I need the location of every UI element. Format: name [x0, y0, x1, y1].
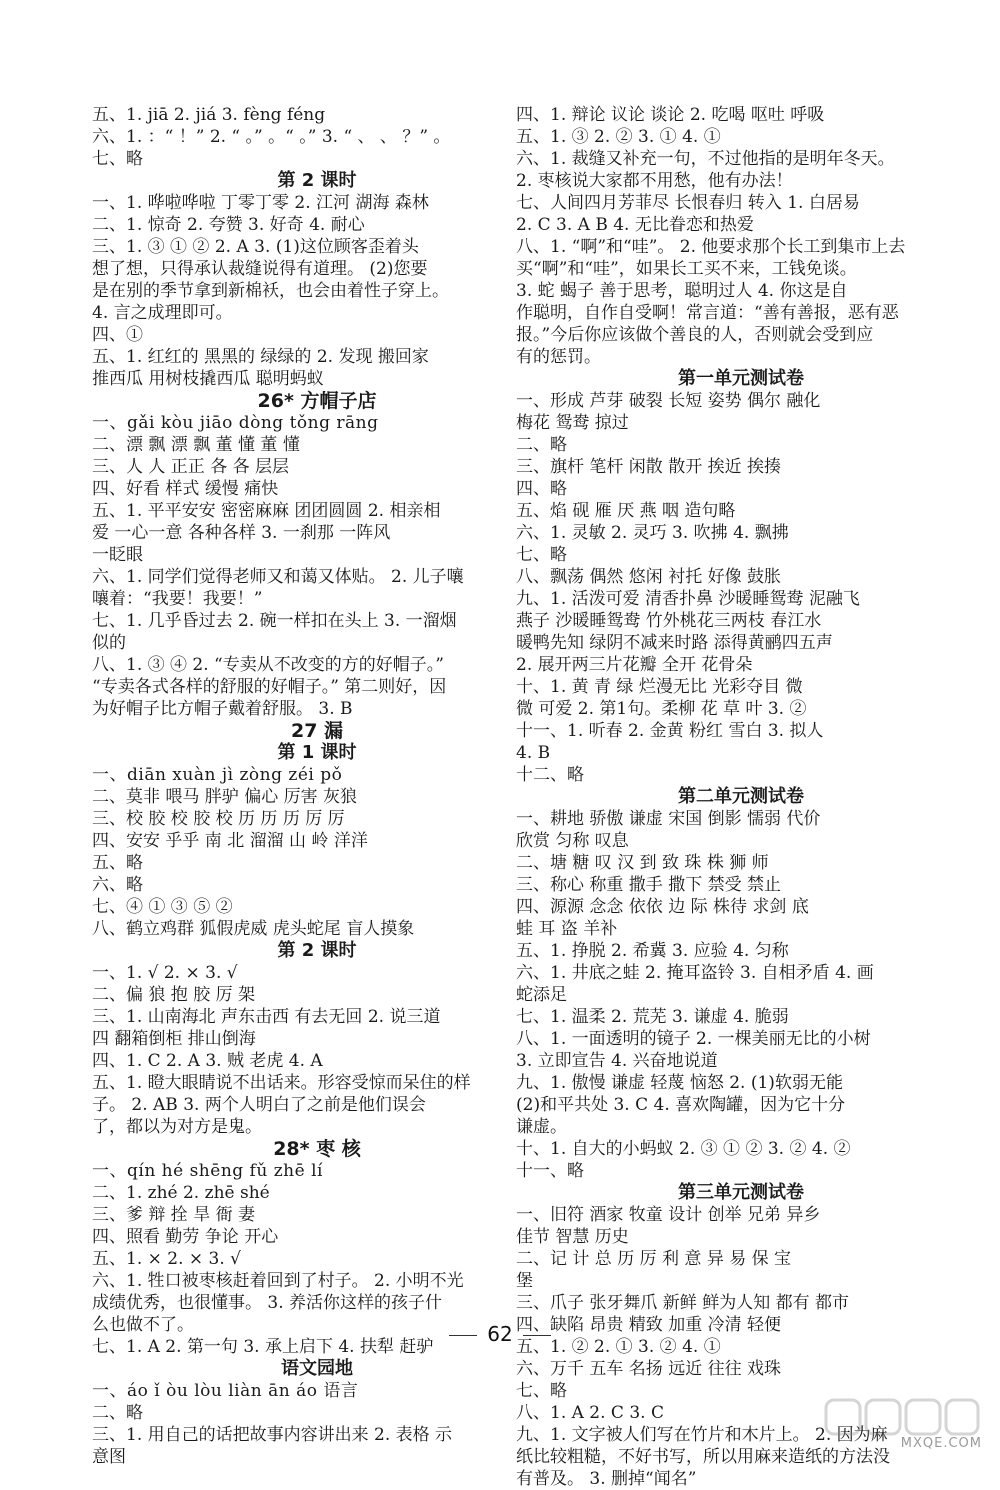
answer-line: 微 可爱 2. 第1句。柔柳 花 草 叶 3. ② — [516, 699, 807, 719]
answer-line: 七、人间四月芳菲尽 长恨春归 转入 1. 白居易 — [516, 193, 860, 213]
section-heading: 语文园地 — [281, 1358, 353, 1379]
answer-line: 六、万千 五车 名扬 远近 往往 戏珠 — [516, 1359, 782, 1379]
answer-line: 三、爹 辩 拴 旱 衙 妻 — [92, 1205, 256, 1225]
answer-line: 一、形成 芦芽 破裂 长短 姿势 偶尔 融化 — [516, 391, 821, 411]
page-number-text: 62 — [487, 1322, 513, 1346]
answer-line: 蛙 耳 盗 羊补 — [516, 919, 618, 939]
answer-line: 五、1. × 2. × 3. √ — [92, 1249, 241, 1269]
answer-line: 五、1. 平平安安 密密麻麻 团团圆圆 2. 相亲相 — [92, 501, 441, 521]
answer-line: 嚷着：“我要！我要！” — [92, 589, 263, 609]
answer-line: 子。 2. AB 3. 两个人明白了之前是他们误会 — [92, 1095, 426, 1115]
section-heading: 第一单元测试卷 — [678, 368, 804, 389]
answer-line: 六、1. 裁缝又补充一句，不过他指的是明年冬天。 — [516, 149, 895, 169]
answer-line: 3. 立即宣告 4. 兴奋地说道 — [516, 1051, 718, 1071]
answer-line: 一、qín hé shēng fǔ zhē lí — [92, 1161, 323, 1181]
answer-line: 一、1. √ 2. × 3. √ — [92, 963, 238, 983]
answer-line: 四、1. C 2. A 3. 贼 老虎 4. A — [92, 1051, 323, 1071]
answer-line: 欣赏 匀称 叹息 — [516, 831, 629, 851]
answer-line: 是在别的季节拿到新棉袄，也会由着性子穿上。 — [92, 281, 449, 301]
answer-line: 五、1. ③ 2. ② 3. ① 4. ① — [516, 127, 721, 147]
answer-line: 么也做不了。 — [92, 1315, 194, 1335]
answer-line: 六、1. 牲口被枣核赶着回到了村子。 2. 小明不光 — [92, 1271, 464, 1291]
page-number-dash — [523, 1335, 551, 1336]
answer-line: 三、爪子 张牙舞爪 新鲜 鲜为人知 都有 都市 — [516, 1293, 850, 1313]
answer-line: 一、gǎi kòu jiāo dòng tǒng rāng — [92, 413, 379, 433]
answer-line: 4. B — [516, 743, 551, 763]
answer-line: 八、1. 一面透明的镜子 2. 一棵美丽无比的小树 — [516, 1029, 871, 1049]
answer-line: 一、1. 哗啦哗啦 丁零丁零 2. 江河 湖海 森林 — [92, 193, 429, 213]
answer-line: 八、1. A 2. C 3. C — [516, 1403, 664, 1423]
answer-line: 三、旗杆 笔杆 闲散 散开 挨近 挨揍 — [516, 457, 782, 477]
answer-line: 五、1. ② 2. ① 3. ② 4. ① — [516, 1337, 721, 1357]
answer-line: 七、1. 温柔 2. 荒芜 3. 谦虚 4. 脆弱 — [516, 1007, 789, 1027]
answer-line: 谦虚。 — [516, 1117, 567, 1137]
answer-line: 四、源源 念念 依依 边 际 株待 求剑 底 — [516, 897, 809, 917]
answer-line: 三、1. 用自己的话把故事内容讲出来 2. 表格 示 — [92, 1425, 453, 1445]
section-heading: 第 2 课时 — [277, 940, 357, 961]
answer-line: 五、1. jiā 2. jiá 3. fèng féng — [92, 105, 326, 125]
answer-line: 2. C 3. A B 4. 无比眷恋和热爱 — [516, 215, 754, 235]
answer-line: 四、安安 乎乎 南 北 溜溜 山 岭 洋洋 — [92, 831, 368, 851]
page-number — [0, 1322, 1000, 1346]
section-heading: 第二单元测试卷 — [678, 786, 804, 807]
answer-line: 为好帽子比方帽子戴着舒服。 3. B — [92, 699, 353, 719]
answer-line: 十二、略 — [516, 765, 584, 785]
answer-line: 十一、略 — [516, 1161, 584, 1181]
answer-line: 买“啊”和“哇”，如果长工买不来，工钱免谈。 — [516, 259, 857, 279]
answer-line: 一、diān xuàn jì zòng zéi pǒ — [92, 765, 343, 785]
answer-line: 一、旧符 酒家 牧童 设计 创举 兄弟 异乡 — [516, 1205, 821, 1225]
answer-line: 五、1. 红红的 黑黑的 绿绿的 2. 发现 搬回家 — [92, 347, 429, 367]
answer-line: 六、1. 同学们觉得老师又和蔼又体贴。 2. 儿子嚷 — [92, 567, 464, 587]
answer-line: 二、略 — [516, 435, 567, 455]
answer-line: 四、照看 勤劳 争论 开心 — [92, 1227, 279, 1247]
answer-line: 报。”今后你应该做个善良的人，否则就会受到应 — [516, 325, 874, 345]
answer-line: 三、校 胶 校 胶 校 历 历 历 厉 厉 — [92, 809, 345, 829]
answer-line: 五、1. 挣脱 2. 希冀 3. 应验 4. 匀称 — [516, 941, 789, 961]
answer-line: 了，都以为对方是鬼。 — [92, 1117, 262, 1137]
watermark-text: MXQE.COM — [900, 1436, 982, 1451]
answer-line: 二、1. 惊奇 2. 夸赞 3. 好奇 4. 耐心 — [92, 215, 365, 235]
answer-line: “专卖各式各样的舒服的好帽子。” 第二则好，因 — [92, 677, 447, 697]
answer-line: 有的惩罚。 — [516, 347, 601, 367]
answer-line: 推西瓜 用树枝撬西瓜 聪明蚂蚁 — [92, 369, 324, 389]
answer-line: 三、1. 山南海北 声东击西 有去无回 2. 说三道 — [92, 1007, 441, 1027]
answer-line: 四 翻箱倒柜 排山倒海 — [92, 1029, 256, 1049]
answer-line: 七、略 — [516, 1381, 567, 1401]
answer-line: 三、称心 称重 撒手 撒下 禁受 禁止 — [516, 875, 782, 895]
answer-line: 似的 — [92, 633, 126, 653]
answer-line: 梅花 鸳鸯 掠过 — [516, 413, 629, 433]
answer-line: 3. 蛇 蝎子 善于思考，聪明过人 4. 你这是自 — [516, 281, 848, 301]
answer-line: 爱 一心一意 各种各样 3. 一刹那 一阵风 — [92, 523, 391, 543]
answer-line: 二、漂 飘 漂 飘 董 懂 董 懂 — [92, 435, 300, 455]
answer-line: 十一、1. 听春 2. 金黄 粉红 雪白 3. 拟人 — [516, 721, 824, 741]
answer-line: (2)和平共处 3. C 4. 喜欢陶罐，因为它十分 — [516, 1095, 846, 1115]
answer-column-right — [516, 104, 966, 1490]
answer-line: 二、记 计 总 历 厉 利 意 异 易 保 宝 — [516, 1249, 792, 1269]
answer-line: 纸比较粗糙，不好书写，所以用麻来造纸的方法没 — [516, 1447, 890, 1467]
answer-line: 八、飘荡 偶然 悠闲 衬托 好像 鼓胀 — [516, 567, 782, 587]
section-heading: 第 1 课时 — [277, 742, 357, 763]
answer-line: 九、1. 傲慢 谦虚 轻蔑 恼怒 2. (1)软弱无能 — [516, 1073, 843, 1093]
answer-line: 六、1. 井底之蛙 2. 掩耳盗铃 3. 自相矛盾 4. 画 — [516, 963, 874, 983]
answer-line: 七、1. A 2. 第一句 3. 承上启下 4. 扶犁 赶驴 — [92, 1337, 434, 1357]
answer-line: 作聪明，自作自受啊！常言道：“善有善报，恶有恶 — [516, 303, 899, 323]
answer-line: 成绩优秀，也很懂事。 3. 养活你这样的孩子什 — [92, 1293, 443, 1313]
answer-line: 十、1. 黄 青 绿 烂漫无比 光彩夺目 微 — [516, 677, 803, 697]
answer-line: 有普及。 3. 删掉“闻名” — [516, 1469, 697, 1489]
section-heading: 28* 枣 核 — [273, 1138, 361, 1160]
page-number-dash — [449, 1335, 477, 1336]
answer-line: 一眨眼 — [92, 545, 143, 565]
answer-line: 六、1. 灵敏 2. 灵巧 3. 吹拂 4. 飘拂 — [516, 523, 789, 543]
answer-line: 意图 — [92, 1447, 126, 1467]
answer-line: 燕子 沙暖睡鸳鸯 竹外桃花三两枝 春江水 — [516, 611, 822, 631]
answer-line: 五、1. 瞪大眼睛说不出话来。形容受惊而呆住的样 — [92, 1073, 471, 1093]
answer-line: 四、1. 辩论 议论 谈论 2. 吃喝 呕吐 呼吸 — [516, 105, 825, 125]
answer-line: 五、焰 砚 雁 厌 燕 咽 造句略 — [516, 501, 736, 521]
answer-line: 2. 展开两三片花瓣 全开 花骨朵 — [516, 655, 753, 675]
section-heading: 26* 方帽子店 — [257, 390, 377, 412]
answer-line: 堡 — [516, 1271, 533, 1291]
answer-line: 八、1. “啊”和“哇”。 2. 他要求那个长工到集市上去 — [516, 237, 906, 257]
answer-line: 四、略 — [516, 479, 567, 499]
answer-line: 六、1. ：“ ！” 2. “ 。” 。“ 。” 3. “ 、 、 ？” 。 — [92, 127, 451, 147]
answer-line: 三、1. ③ ① ② 2. A 3. (1)这位顾客歪着头 — [92, 237, 419, 257]
answer-line: 七、略 — [92, 149, 143, 169]
answer-line: 七、④ ① ③ ⑤ ② — [92, 897, 233, 917]
answer-line: 2. 枣核说大家都不用愁，他有办法！ — [516, 171, 793, 191]
answer-line: 五、略 — [92, 853, 143, 873]
answer-line: 四、好看 样式 缓慢 痛快 — [92, 479, 279, 499]
answer-line: 四、① — [92, 325, 143, 345]
answer-line: 想了想，只得承认裁缝说得有道理。 (2)您要 — [92, 259, 428, 279]
answer-line: 九、1. 文字被人们写在竹片和木片上。 2. 因为麻 — [516, 1425, 888, 1445]
answer-line: 二、偏 狼 抱 胶 厉 架 — [92, 985, 256, 1005]
answer-line: 七、略 — [516, 545, 567, 565]
answer-line: 三、人 人 正正 各 各 层层 — [92, 457, 290, 477]
answer-line: 二、莫非 喂马 胖驴 偏心 厉害 灰狼 — [92, 787, 358, 807]
answer-line: 四、缺陷 昂贵 精致 加重 冷清 轻便 — [516, 1315, 782, 1335]
answer-line: 十、1. 自大的小蚂蚁 2. ③ ① ② 3. ② 4. ② — [516, 1139, 851, 1159]
answer-line: 二、略 — [92, 1403, 143, 1423]
answer-line: 九、1. 活泼可爱 清香扑鼻 沙暖睡鸳鸯 泥融飞 — [516, 589, 860, 609]
answer-line: 七、1. 几乎昏过去 2. 碗一样扣在头上 3. 一溜烟 — [92, 611, 457, 631]
section-heading: 27 漏 — [290, 720, 344, 742]
answer-line: 八、鹤立鸡群 狐假虎威 虎头蛇尾 盲人摸象 — [92, 919, 415, 939]
answer-line: 八、1. ③ ④ 2. “专卖从不改变的方的好帽子。” — [92, 655, 444, 675]
answer-line: 蛇添足 — [516, 985, 567, 1005]
answer-line: 二、1. zhé 2. zhē shé — [92, 1183, 270, 1203]
answer-line: 佳节 智慧 历史 — [516, 1227, 629, 1247]
answer-line: 一、áo ǐ òu lòu liàn ān áo 语言 — [92, 1381, 359, 1401]
answer-line: 4. 言之成理即可。 — [92, 303, 233, 323]
answer-column-left — [92, 104, 542, 1468]
section-heading: 第 2 课时 — [277, 170, 357, 191]
answer-line: 六、略 — [92, 875, 143, 895]
answer-line: 一、耕地 骄傲 谦虚 宋国 倒影 懦弱 代价 — [516, 809, 821, 829]
answer-line: 二、塘 糖 叹 汉 到 致 珠 株 狮 师 — [516, 853, 769, 873]
answer-line: 暖鸭先知 绿阴不减来时路 添得黄鹂四五声 — [516, 633, 833, 653]
section-heading: 第三单元测试卷 — [678, 1182, 804, 1203]
